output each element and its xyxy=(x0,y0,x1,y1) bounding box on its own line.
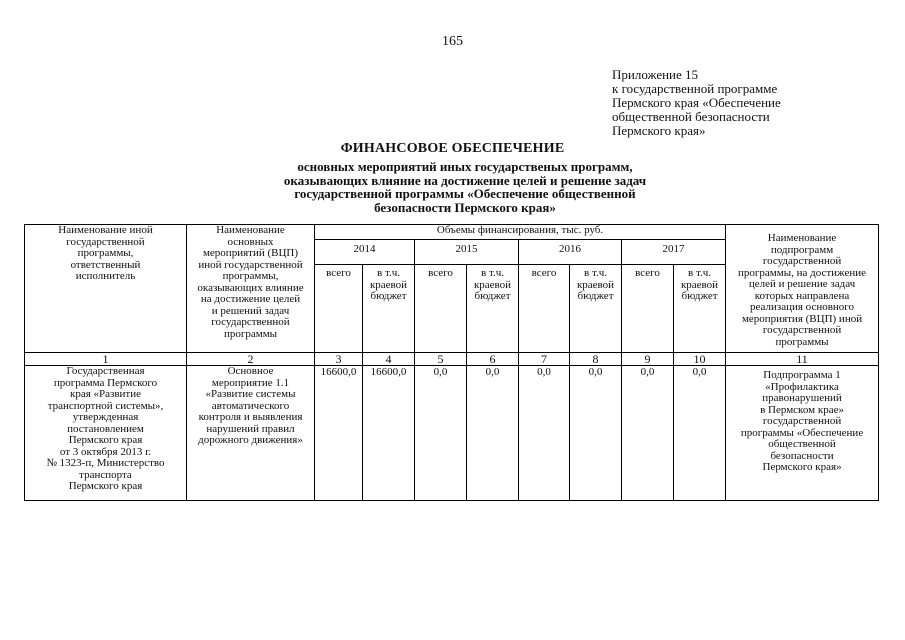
column-number: 5 xyxy=(415,353,467,366)
header-program: Наименование иной государственной программы, ответственный исполнитель xyxy=(25,225,187,353)
appendix-note xyxy=(612,68,781,138)
value-2014-regional: 16600,0 xyxy=(363,366,415,501)
header-regional-budget: в т.ч. краевой бюджет xyxy=(363,265,415,353)
header-regional-budget: в т.ч. краевой бюджет xyxy=(674,265,726,353)
document-subtitle xyxy=(255,160,675,214)
header-funding-volume: Объемы финансирования, тыс. руб. xyxy=(315,225,726,240)
header-total: всего xyxy=(622,265,674,353)
header-row-group xyxy=(25,225,879,240)
column-number: 11 xyxy=(726,353,879,366)
subtitle-line: оказывающих влияние на достижение целей и решение задач xyxy=(283,172,647,188)
column-number: 2 xyxy=(187,353,315,366)
column-number-row xyxy=(25,353,879,366)
header-year-2017: 2017 xyxy=(622,240,726,265)
column-number: 8 xyxy=(570,353,622,366)
column-number: 10 xyxy=(674,353,726,366)
header-year-2015: 2015 xyxy=(415,240,519,265)
column-number: 4 xyxy=(363,353,415,366)
header-total: всего xyxy=(315,265,363,353)
header-year-2016: 2016 xyxy=(519,240,622,265)
document-title: ФИНАНСОВОЕ ОБЕСПЕЧЕНИЕ xyxy=(340,141,565,156)
column-number: 3 xyxy=(315,353,363,366)
value-2015-total: 0,0 xyxy=(415,366,467,501)
header-regional-budget: в т.ч. краевой бюджет xyxy=(467,265,519,353)
value-2015-regional: 0,0 xyxy=(467,366,519,501)
header-subprogram: Наименование подпрограмм государственной программы, на достижение целей и решение задач которых направлена реализация основного мероприятия (ВЦП) иной государственной программы xyxy=(726,225,879,353)
header-regional-budget: в т.ч. краевой бюджет xyxy=(570,265,622,353)
value-2017-total: 0,0 xyxy=(622,366,674,501)
table-row xyxy=(25,366,879,501)
subtitle-line: основных мероприятий иных государственых программ, xyxy=(297,159,633,174)
value-2016-regional: 0,0 xyxy=(570,366,622,501)
program-cell: Государственная программа Пермского края «Развитие транспортной системы», утвержденная постановлением Пермского края от 3 октября 2013 г. № 1323-п, Министерство транспорта Пермского края xyxy=(25,366,187,501)
header-year-2014: 2014 xyxy=(315,240,415,265)
column-number: 6 xyxy=(467,353,519,366)
value-2016-total: 0,0 xyxy=(519,366,570,501)
subtitle-line: безопасности Пермского края» xyxy=(374,199,556,215)
column-number: 1 xyxy=(25,353,187,366)
appendix-line: к государственной программе xyxy=(612,81,778,96)
appendix-line: общественной безопасности xyxy=(612,109,770,124)
appendix-line: Пермского края «Обеспечение xyxy=(612,95,781,110)
activity-cell: Основное мероприятие 1.1 «Развитие системы автоматического контроля и выявления нарушений правил дорожного движения» xyxy=(187,366,315,501)
appendix-line: Пермского края» xyxy=(612,123,706,138)
header-total: всего xyxy=(519,265,570,353)
column-number: 7 xyxy=(519,353,570,366)
header-total: всего xyxy=(415,265,467,353)
value-2014-total: 16600,0 xyxy=(315,366,363,501)
appendix-line: Приложение 15 xyxy=(612,67,699,82)
subtitle-line: государственной программы «Обеспечение общественной xyxy=(294,186,636,201)
subprogram-cell: Подпрограмма 1 «Профилактика правонарушений в Пермском крае» государственной программы «Обеспечение общественной безопасности Пермского края» xyxy=(726,366,879,501)
column-number: 9 xyxy=(622,353,674,366)
financing-table xyxy=(24,224,879,501)
page-number: 165 xyxy=(442,34,463,49)
value-2017-regional: 0,0 xyxy=(674,366,726,501)
header-activity: Наименование основных мероприятий (ВЦП) иной государственной программы, оказывающих влияние на достижение целей и решений задач государственной программы xyxy=(187,225,315,353)
